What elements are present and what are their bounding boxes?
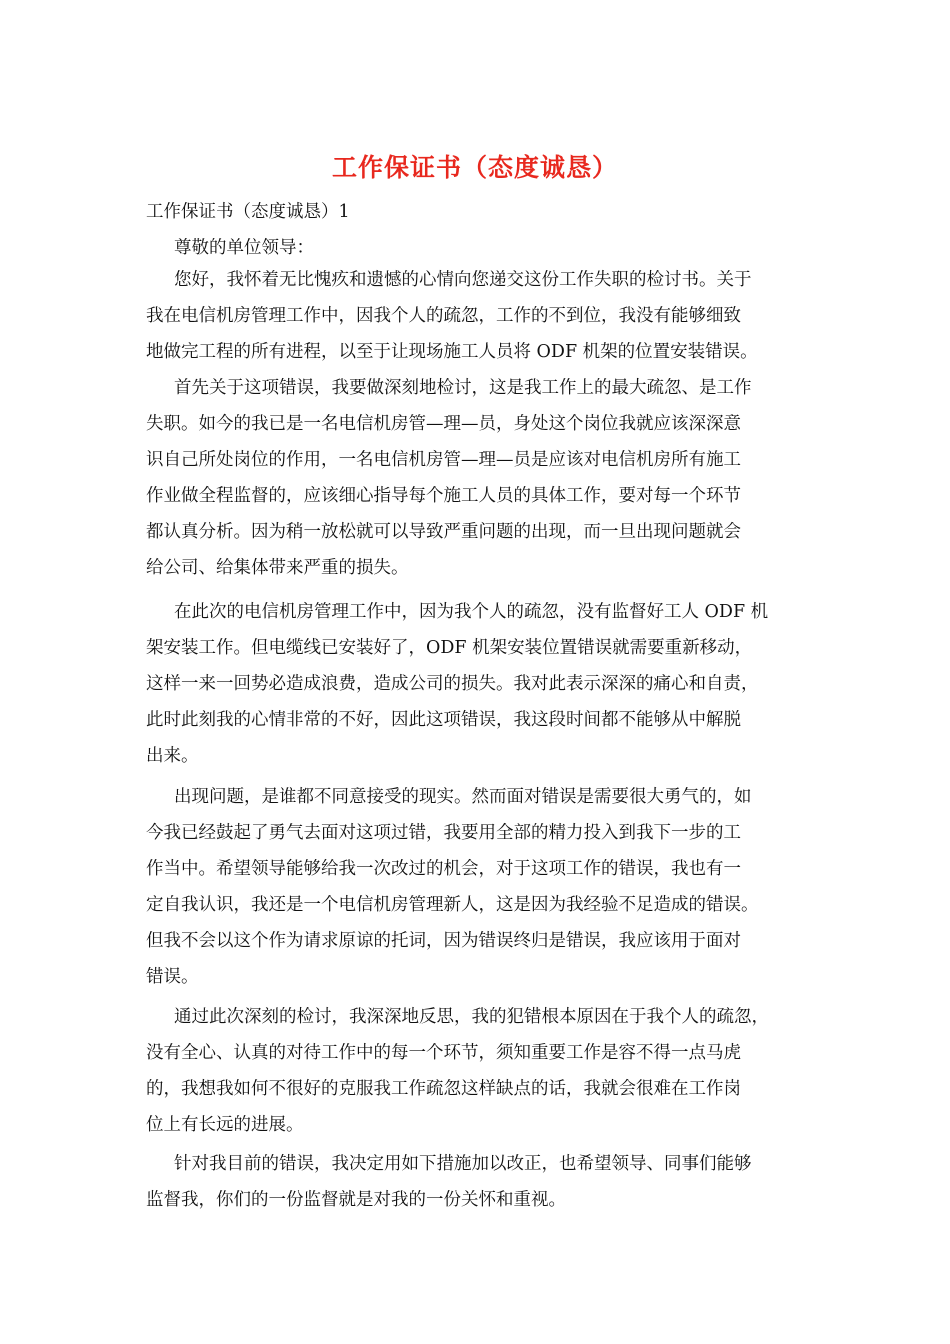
document-title: 工作保证书（态度诚恳） <box>331 153 618 182</box>
paragraph-line: 给公司、给集体带来严重的损失。 <box>146 558 409 578</box>
document-subtitle: 工作保证书（态度诚恳）1 <box>146 202 350 222</box>
paragraph-line: 错误。 <box>146 967 199 987</box>
paragraph-line: 位上有长远的进展。 <box>146 1115 304 1135</box>
paragraph-line: 没有全心、认真的对待工作中的每一个环节，须知重要工作是容不得一点马虎 <box>146 1043 741 1063</box>
paragraph-line: 首先关于这项错误，我要做深刻地检讨，这是我工作上的最大疏忽、是工作 <box>174 378 752 398</box>
paragraph-line: 定自我认识，我还是一个电信机房管理新人，这是因为我经验不足造成的错误。 <box>146 895 759 915</box>
paragraph-line: 识自己所处岗位的作用，一名电信机房管—理—员是应该对电信机房所有施工 <box>146 450 741 470</box>
paragraph-line: 监督我，你们的一份监督就是对我的一份关怀和重视。 <box>146 1190 566 1210</box>
paragraph-line: 的，我想我如何不很好的克服我工作疏忽这样缺点的话，我就会很难在工作岗 <box>146 1079 741 1099</box>
paragraph-line: 针对我目前的错误，我决定用如下措施加以改正，也希望领导、同事们能够 <box>174 1154 752 1174</box>
paragraph-line: 作当中。希望领导能够给我一次改过的机会，对于这项工作的错误，我也有一 <box>146 859 741 879</box>
paragraph-line: 出现问题，是谁都不同意接受的现实。然而面对错误是需要很大勇气的，如 <box>174 787 752 807</box>
paragraph-line: 我在电信机房管理工作中，因我个人的疏忽，工作的不到位，我没有能够细致 <box>146 306 741 326</box>
salutation: 尊敬的单位领导： <box>174 238 314 258</box>
paragraph-3 <box>146 594 806 774</box>
paragraph-6 <box>146 1146 806 1218</box>
paragraph-line: 今我已经鼓起了勇气去面对这项过错，我要用全部的精力投入到我下一步的工 <box>146 823 741 843</box>
paragraph-line: 通过此次深刻的检讨，我深深地反思，我的犯错根本原因在于我个人的疏忽， <box>174 1007 769 1027</box>
paragraph-line: 在此次的电信机房管理工作中，因为我个人的疏忽，没有监督好工人 ODF 机 <box>174 602 769 622</box>
paragraph-line: 都认真分析。因为稍一放松就可以导致严重问题的出现，而一旦出现问题就会 <box>146 522 741 542</box>
paragraph-line: 这样一来一回势必造成浪费，造成公司的损失。我对此表示深深的痛心和自责， <box>146 674 759 694</box>
paragraph-line: 地做完工程的所有进程，以至于让现场施工人员将 ODF 机架的位置安装错误。 <box>146 342 758 362</box>
paragraph-line: 作业做全程监督的，应该细心指导每个施工人员的具体工作，要对每一个环节 <box>146 486 741 506</box>
paragraph-2 <box>146 370 806 586</box>
paragraph-5 <box>146 999 806 1143</box>
paragraph-line: 但我不会以这个作为请求原谅的托词，因为错误终归是错误，我应该用于面对 <box>146 931 741 951</box>
paragraph-line: 此时此刻我的心情非常的不好，因此这项错误，我这段时间都不能够从中解脱 <box>146 710 741 730</box>
paragraph-line: 架安装工作。但电缆线已安装好了，ODF 机架安装位置错误就需要重新移动， <box>146 638 753 658</box>
paragraph-line: 出来。 <box>146 746 199 766</box>
paragraph-4 <box>146 779 806 995</box>
paragraph-line: 您好，我怀着无比愧疚和遗憾的心情向您递交这份工作失职的检讨书。关于 <box>174 270 752 290</box>
paragraph-line: 失职。如今的我已是一名电信机房管—理—员，身处这个岗位我就应该深深意 <box>146 414 741 434</box>
paragraph-1 <box>146 262 806 370</box>
